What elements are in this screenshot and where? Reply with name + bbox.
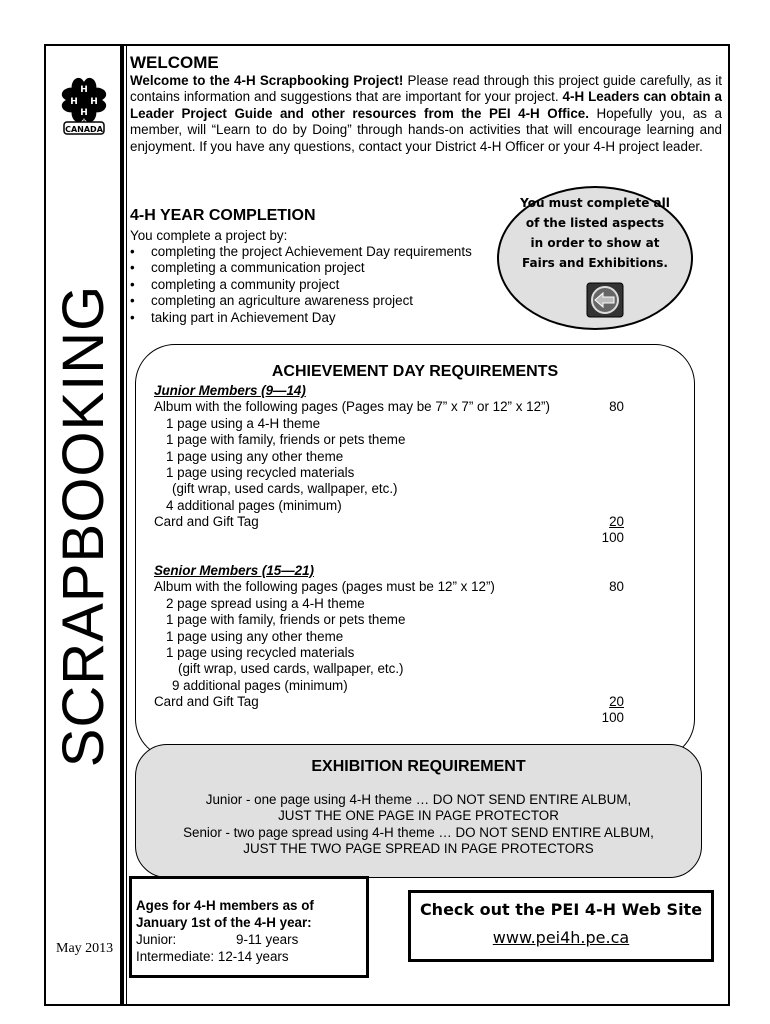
logo-letter-right: H: [90, 97, 98, 107]
year-completion-intro: You complete a project by:: [130, 228, 288, 243]
welcome-heading: WELCOME: [130, 53, 219, 72]
list-item: [130, 244, 472, 260]
junior-line: 1 page using recycled materials: [166, 464, 355, 480]
ages-junior-row: [136, 931, 314, 948]
welcome-text-2: Hopefully you, as a member, will “Learn to do by Doing” through hands-on activities that will encourage learning and enjoyment. If you have any questions, contact your District 4-H Officer or your 4-H project leader.: [130, 105, 722, 154]
senior-card-points: 20: [609, 694, 624, 709]
exhibition-line: Junior - one page using 4-H theme … DO NOT SEND ENTIRE ALBUM,: [205, 792, 632, 807]
senior-line: Card and Gift Tag: [154, 694, 259, 710]
exhibition-title: EXHIBITION REQUIREMENT: [311, 758, 526, 775]
list-item: [130, 293, 472, 309]
senior-line: 1 page using any other theme: [166, 628, 344, 644]
senior-line: (gift wrap, used cards, wallpaper, etc.): [178, 661, 404, 677]
list-item-text: completing a community project: [151, 276, 340, 292]
achievement-title: ACHIEVEMENT DAY REQUIREMENTS: [271, 363, 559, 380]
bullet: •: [130, 309, 135, 325]
ages-text: [136, 897, 314, 965]
website-link[interactable]: www.pei4h.pe.ca: [492, 928, 630, 947]
senior-requirements: [154, 563, 495, 711]
year-completion-list: [130, 244, 472, 326]
junior-line: 4 additional pages (minimum): [166, 497, 342, 513]
logo-letter-left: H: [70, 97, 78, 107]
list-item: [130, 310, 472, 326]
sidebar-rule-thin: [126, 46, 127, 1004]
publication-date: May 2013: [56, 941, 114, 956]
junior-card-points: 20: [609, 514, 624, 529]
junior-album-points: 80: [609, 399, 624, 414]
list-item: [130, 277, 472, 293]
senior-line: 9 additional pages (minimum): [172, 677, 348, 693]
senior-heading: Senior Members (15—21): [154, 563, 315, 578]
list-item-text: taking part in Achievement Day: [151, 309, 336, 325]
website-title: Check out the PEI 4-H Web Site: [419, 900, 703, 919]
senior-line: 2 page spread using a 4-H theme: [166, 595, 365, 611]
list-item-text: completing an agriculture awareness project: [151, 293, 414, 309]
year-completion-heading: 4-H YEAR COMPLETION: [130, 207, 316, 224]
bullet: •: [130, 244, 135, 259]
vertical-page-title: SCRAPBOOKING: [51, 284, 116, 768]
junior-line: Album with the following pages (Pages may be 7” x 7” or 12” x 12”): [154, 399, 550, 415]
exhibition-line: Senior - two page spread using 4-H theme … DO NOT SEND ENTIRE ALBUM,: [183, 824, 654, 840]
exhibition-line: JUST THE ONE PAGE IN PAGE PROTECTOR: [278, 808, 559, 824]
sidebar-rule: [122, 46, 124, 1004]
list-item-text: completing a communication project: [151, 260, 365, 276]
welcome-paragraph: [130, 73, 722, 155]
senior-album-points: 80: [609, 579, 624, 594]
callout-text: You must complete all of the listed aspects in order to show at Fairs and Exhibitions.: [520, 196, 670, 270]
junior-line: 1 page using any other theme: [166, 448, 344, 464]
junior-line: (gift wrap, used cards, wallpaper, etc.): [172, 481, 398, 497]
junior-line: Card and Gift Tag: [154, 514, 259, 530]
junior-line: 1 page with family, friends or pets theme: [166, 432, 406, 448]
senior-line: Album with the following pages (pages must be 12” x 12”): [154, 579, 495, 595]
bullet: •: [130, 260, 135, 276]
junior-heading: Junior Members (9—14): [154, 383, 306, 398]
four-h-clover-logo: [52, 68, 116, 138]
bullet: •: [130, 293, 135, 309]
senior-line: 1 page using recycled materials: [166, 644, 355, 660]
bullet: •: [130, 276, 135, 292]
junior-age-value: 9-11 years: [236, 932, 299, 947]
senior-line: 1 page with family, friends or pets theme: [166, 612, 406, 628]
list-item: [130, 260, 472, 276]
junior-total: 100: [601, 530, 624, 545]
exhibition-text: [135, 792, 702, 858]
welcome-lead-bold: Welcome to the 4-H Scrapbooking Project!: [130, 73, 404, 88]
junior-label: Junior:: [136, 932, 177, 947]
list-item-text: completing the project Achievement Day requirements: [151, 244, 472, 259]
welcome-text-1: Please read through this project guide carefully, as it contains information and suggestions that are important for your project.: [130, 73, 722, 105]
exhibition-line: JUST THE TWO PAGE SPREAD IN PAGE PROTECTORS: [243, 841, 594, 857]
welcome-leader-bold: 4-H Leaders can obtain a Leader Project Guide and other resources from the PEI 4-H Office.: [130, 89, 722, 121]
senior-total: 100: [601, 710, 624, 725]
junior-line: 1 page using a 4-H theme: [166, 415, 321, 431]
logo-letter-top: H: [80, 85, 88, 95]
junior-requirements: [154, 383, 550, 531]
ages-heading-2: January 1st of the 4-H year:: [136, 915, 312, 930]
logo-letter-bottom: H: [80, 108, 88, 118]
ages-heading-1: Ages for 4-H members as of: [136, 898, 314, 913]
logo-canada-text: CANADA: [65, 125, 103, 134]
ages-intermediate-row: Intermediate: 12-14 years: [136, 949, 289, 964]
arrow-left-icon[interactable]: [586, 282, 624, 318]
